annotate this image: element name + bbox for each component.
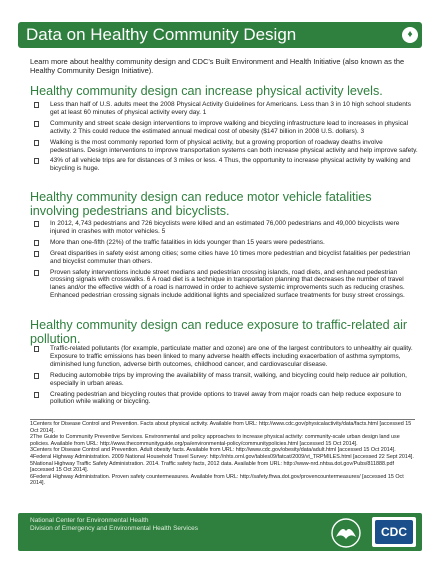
checkbox-bullet-icon (34, 392, 39, 398)
list-item: Less than half of U.S. adults meet the 2008 Physical Activity Guidelines for Americans. Less than 3 in 10 high school students get at least 60 minutes of physical activity every day. 1 (34, 101, 418, 117)
checkbox-bullet-icon (34, 373, 39, 379)
cdc-logo (372, 517, 416, 547)
list-item: Reducing automobile trips by improving the availability of mass transit, walking, and bicycling could help reduce air pollution, especially in urban areas. (34, 372, 418, 388)
footer-division-name: Division of Emergency and Environmental Health Services (30, 525, 198, 532)
checkbox-bullet-icon (34, 221, 39, 227)
reference-item: 5National Highway Traffic Safety Administration. 2014. Traffic safety facts, 2012 data. Available from URL: http://www-nrd.nhtsa.dot.gov/Pubs/811888.pdf [accessed 15 Oct 2014]. (30, 460, 394, 474)
bullet-list-motor-vehicle (34, 220, 418, 303)
list-item: More than one-fifth (22%) of the traffic fatalities in kids younger than 15 years were pedestrians. (34, 239, 418, 247)
list-item: Traffic-related pollutants (for example, particulate matter and ozone) are one of the largest contributors to unhealthy air quality. Exposure to traffic emissions has been linked to many adverse health effects including exacerbation of asthma symptoms, diminished lung function, adverse birth outcomes, childhood cancer, and cardiovascular disease. (34, 345, 418, 369)
title-banner (18, 22, 422, 48)
cdc-logo-text: CDC (375, 520, 413, 544)
list-item: Great disparities in safety exist among cities; some cities have 10 times more pedestrian and bicyclist fatalities per pedestrian and bicyclist commuter than others. (34, 250, 418, 266)
reference-item: 1Centers for Disease Control and Prevention. Facts about physical activity. Available from URL: http://www.cdc.gov/physicalactivity/data/facts.html [accessed 15 Oct 2014]. (30, 421, 412, 434)
list-item: 43% of all vehicle trips are for distances of 3 miles or less. 4 Thus, the opportunity to increase physical activity by walking and bicycling is huge. (34, 157, 418, 173)
list-item: Proven safety interventions include street medians and pedestrian crossing islands, road diets, and enhanced pedestrian crossing signals with crosswalks. 6 A road diet is a technique in transportation planning that decreases the number of travel lanes and/or the effective width of a road is narrowed in order to achieve systemic improvements such as reducing crashes. Enhanced pedestrian crossing signals include additional lights and specialized surface treatments for busy street crossings. (34, 269, 418, 301)
reference-item: 3Centers for Disease Control and Prevention. Adult obesity facts. Available from URL: http://www.cdc.gov/obesity/data/adult.html [accessed 15 Oct 2014]. (30, 447, 396, 454)
checkbox-bullet-icon (34, 240, 39, 246)
bullet-list-physical-activity (34, 101, 418, 176)
checkbox-bullet-icon (34, 251, 39, 257)
section-heading-air-pollution: Healthy community design can reduce exposure to traffic-related air pollution. (30, 318, 408, 347)
checkbox-bullet-icon (34, 270, 39, 276)
references-list (30, 421, 415, 487)
intro-paragraph: Learn more about healthy community design and CDC’s Built Environment and Health Initiative (also known as the Healthy Community Design Initiative). (30, 57, 405, 76)
diamond-icon: ♦ (402, 27, 418, 43)
list-item: Creating pedestrian and bicycling routes that provide options to travel away from major roads can help reduce exposure to pollution while walking or bicycling. (34, 391, 418, 407)
hhs-eagle-logo-icon (324, 517, 368, 549)
page-title: Data on Healthy Community Design (26, 25, 297, 44)
reference-item: 6Federal Highway Administration. Proven safety countermeasures. Available from URL: http://safety.fhwa.dot.gov/provencountermeasures/ [accessed 15 Oct 2014]. (30, 473, 404, 487)
list-item: Walking is the most commonly reported form of physical activity, but a growing proportion of roadway deaths involve pedestrians. Design interventions to improve transportation systems can both increase physical activity and help improve safety. (34, 139, 418, 155)
checkbox-bullet-icon (34, 121, 39, 127)
list-item: Community and street scale design interventions to improve walking and bicycling infrastructure lead to increases in physical activity. 2 This could reduce the estimated annual medical cost of obesity ($147 billion in 2008 U.S. dollars). 3 (34, 120, 418, 136)
checkbox-bullet-icon (34, 346, 39, 352)
reference-item: 4Federal Highway Administration. 2009 National Household Travel Survey: http://nhts.ornl.gov/tables09/fatcat/2009/vt_TRPMILES.html [accessed 22 Sept 2014]. (30, 453, 414, 460)
checkbox-bullet-icon (34, 140, 39, 146)
section-heading-motor-vehicle-fatalities: Healthy community design can reduce motor vehicle fatalities involving pedestrians and bicyclists. (30, 190, 372, 219)
footer-center-name: National Center for Environmental Health (30, 517, 149, 524)
reference-item: 2The Guide to Community Preventive Services. Environmental and policy approaches to increase physical activity: community-scale urban design land use policies. Available from URL: http://www.thecommunityguide.org/pa/environmental-policy/communitypolicies.html [accessed 15 Oct 2014]. (30, 434, 400, 447)
references-divider (30, 419, 415, 420)
checkbox-bullet-icon (34, 102, 39, 108)
section-heading-physical-activity: Healthy community design can increase physical activity levels. (30, 84, 383, 98)
footer-banner (18, 513, 422, 551)
checkbox-bullet-icon (34, 158, 39, 164)
list-item: In 2012, 4,743 pedestrians and 726 bicyclists were killed and an estimated 76,000 pedestrians and 49,000 bicyclists were injured in crashes with motor vehicles. 5 (34, 220, 418, 236)
bullet-list-air-pollution (34, 345, 418, 409)
